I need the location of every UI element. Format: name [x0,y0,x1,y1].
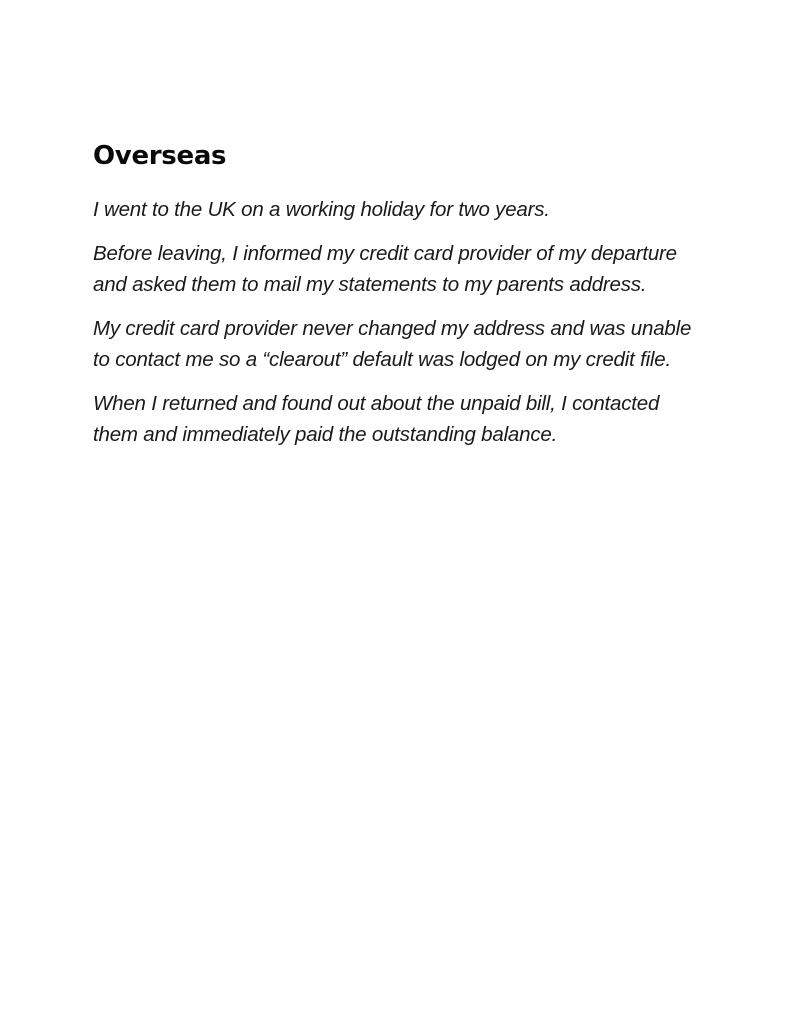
paragraph-line: My credit card provider never changed my address and was unable [93,316,692,340]
paragraph-line: Before leaving, I informed my credit card provider of my departure [93,241,677,265]
paragraph-line: and asked them to mail my statements to my parents address. [93,273,647,296]
paragraph-line: When I returned and found out about the unpaid bill, I contacted [93,391,660,415]
paragraph-line: to contact me so a “clearout” default was lodged on my credit file. [93,348,671,371]
paragraph-before-leaving [93,238,713,301]
paragraph-clearout-default [93,313,713,376]
paragraph-returned-paid [93,388,713,451]
document-body [93,138,713,463]
paragraph-line: I went to the UK on a working holiday for two years. [93,198,550,221]
page-title: Overseas [93,141,227,171]
paragraph-line: them and immediately paid the outstanding balance. [93,423,558,446]
paragraph-working-holiday [93,194,713,226]
